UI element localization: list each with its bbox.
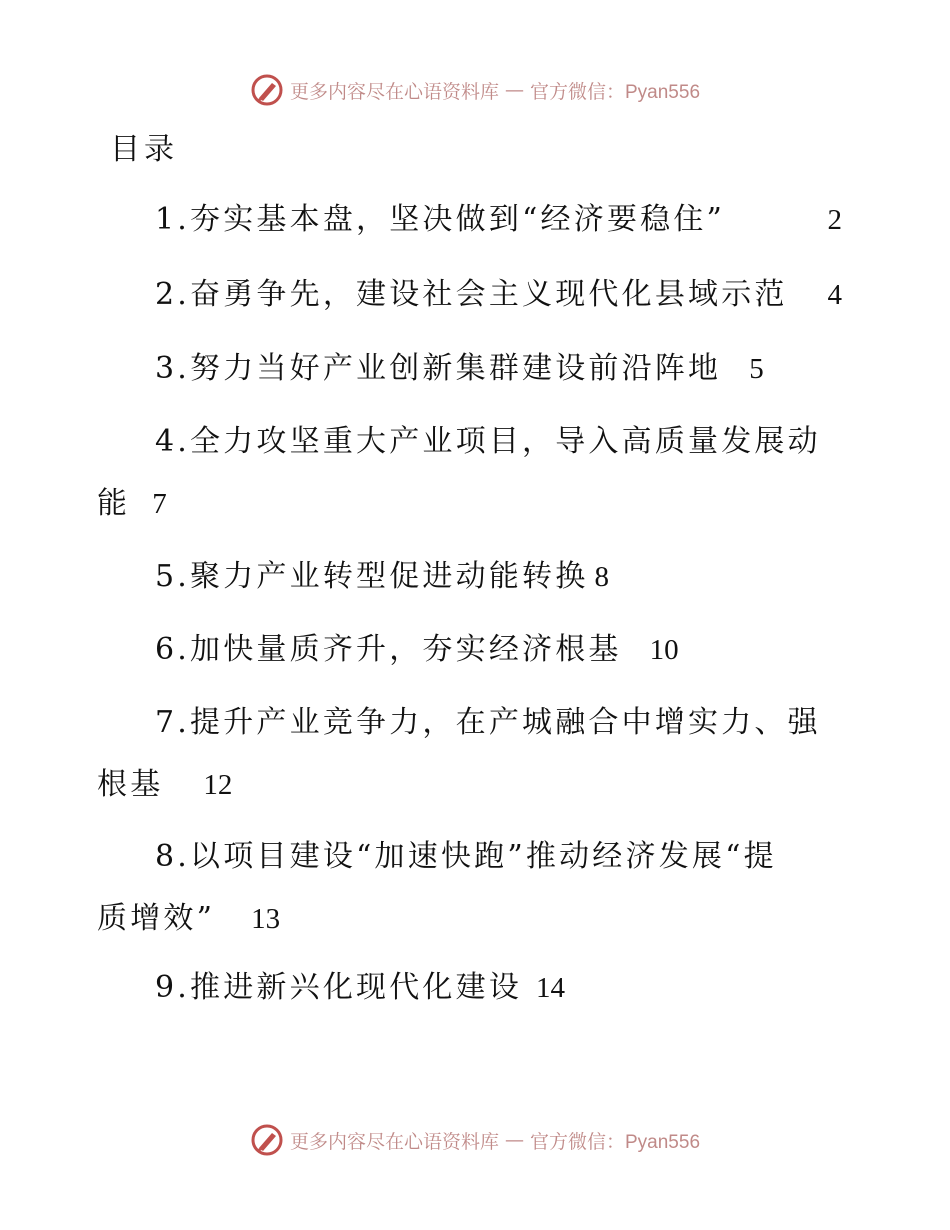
toc-entry-page: 7 <box>152 488 167 520</box>
toc-entry[interactable] <box>97 411 842 535</box>
banner-wechat: 官方微信：Pyan556 <box>530 1131 701 1153</box>
toc-entry-page: 2 <box>827 204 842 236</box>
toc-entry[interactable] <box>97 546 842 608</box>
toc-title: 目录 <box>110 132 178 167</box>
toc-entry-text: 7.提升产业竞争力，在产城融合中增实力、强 <box>155 705 821 740</box>
toc-entry-text: 5.聚力产业转型促进动能转换 <box>155 559 589 594</box>
toc-entry-text: 1.夯实基本盘，坚决做到“经济要稳住” <box>155 202 726 237</box>
footer-banner <box>0 1120 950 1160</box>
banner-separator: — <box>505 1129 524 1151</box>
toc-entry-text: 3.努力当好产业创新集群建设前沿阵地 <box>155 351 722 386</box>
toc-entry-page: 5 <box>749 353 764 385</box>
banner-wechat: 官方微信：Pyan556 <box>530 81 701 103</box>
toc-entry-page: 10 <box>649 634 679 666</box>
header-banner <box>0 70 950 110</box>
toc-entry-text-continued: 质增效” <box>97 901 216 936</box>
toc-entry-text-continued: 能 <box>97 486 131 521</box>
toc-entry-page: 4 <box>827 279 842 311</box>
toc-entry-page: 13 <box>251 903 281 935</box>
toc-entry[interactable] <box>97 189 842 251</box>
banner-text: 更多内容尽在心语资料库 <box>289 80 499 103</box>
toc-entry[interactable] <box>97 264 842 326</box>
toc-entry-text: 6.加快量质齐升，夯实经济根基 <box>155 632 622 667</box>
toc-entry[interactable] <box>97 692 842 816</box>
toc-entry[interactable] <box>97 826 842 950</box>
toc-entry-text: 2.奋勇争先，建设社会主义现代化县域示范 <box>155 277 788 312</box>
pen-logo-icon <box>250 1123 284 1157</box>
toc-entry-text: 4.全力攻坚重大产业项目，导入高质量发展动 <box>155 424 821 459</box>
toc-entry-text: 8.以项目建设“加速快跑”推动经济发展“提 <box>155 839 777 874</box>
toc-entry[interactable] <box>97 957 842 1019</box>
toc-entry-page: 12 <box>203 769 233 801</box>
toc-entry-page: 14 <box>536 972 566 1004</box>
banner-separator: — <box>505 79 524 101</box>
toc-entry[interactable] <box>97 338 842 400</box>
toc-entry-text: 9.推进新兴化现代化建设 <box>155 970 523 1005</box>
banner-text: 更多内容尽在心语资料库 <box>289 1130 499 1153</box>
pen-logo-icon <box>250 73 284 107</box>
toc-entry-text-continued: 根基 <box>97 767 164 802</box>
toc-entry-page: 8 <box>594 561 609 593</box>
toc-entry[interactable] <box>97 619 842 681</box>
